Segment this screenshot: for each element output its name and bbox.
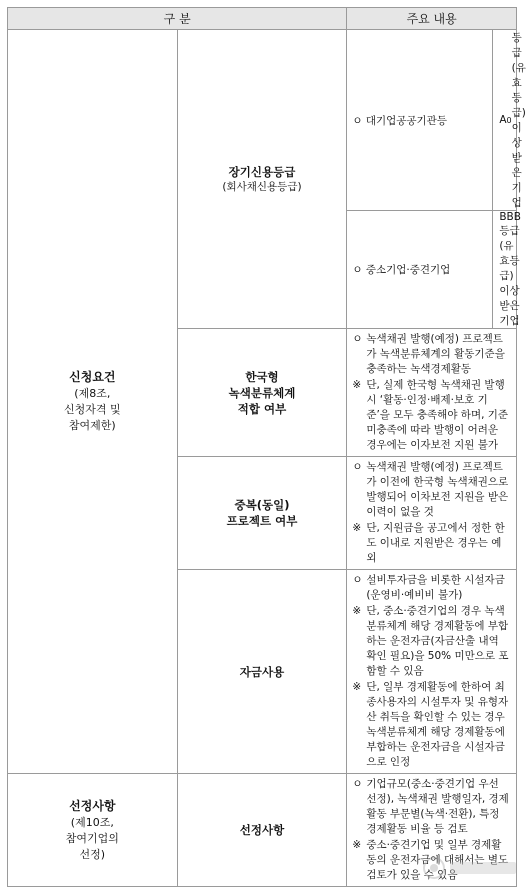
rating-org-label: 중소기업·중견기업 <box>365 264 451 276</box>
bullet-marker: ㅇ <box>352 574 363 586</box>
rating-org-type <box>347 262 492 277</box>
section-title: 신청요건 <box>69 370 116 384</box>
section-note-line: (제10조, <box>70 815 114 829</box>
sub-credit-rating <box>177 30 347 329</box>
note-item <box>352 521 511 566</box>
header-row <box>8 8 517 30</box>
rating-requirement <box>492 30 526 210</box>
rating-grade-rest: 등급(유효등급) 이상 받은 기업 <box>511 32 526 209</box>
bullet-text: 기업규모(중소·중견기업 우선 선정), 녹색채권 발행일자, 경제활동 부문별(녹색·전환), 특정 경제활동 비율 등 검토 <box>366 778 509 835</box>
note-item <box>352 378 511 453</box>
section-note-line: (제8조, <box>74 387 111 400</box>
duplicate-content <box>347 457 517 570</box>
bullet-text: 녹색채권 발행(예정) 프로젝트가 녹색분류체계의 활동기준을 충족하는 녹색경제활동 <box>366 333 505 375</box>
note-text: 단, 지원금을 공고에서 정한 한도 이내로 지원받은 경우는 예외 <box>366 522 505 564</box>
bullet-marker: ㅇ <box>352 114 363 127</box>
rating-org-type <box>347 113 492 128</box>
taxonomy-content <box>347 329 517 457</box>
section-apply-requirements <box>8 30 178 774</box>
header-content: 주요 내용 <box>347 8 517 30</box>
header-category: 구 분 <box>8 8 347 30</box>
note-marker: ※ <box>352 839 362 851</box>
bullet-marker: ㅇ <box>352 461 363 473</box>
note-marker: ※ <box>352 522 362 534</box>
sub-title: 선정사항 <box>239 823 285 837</box>
sub-title: 자금사용 <box>239 664 285 679</box>
rating-org-label: 대기업공공기관등 <box>365 114 447 127</box>
bullet-marker: ㅇ <box>352 264 363 276</box>
note-text: 단, 일부 경제활동에 한하여 최종사용자의 시설투자 및 유형자산 취득을 확인할 수 있는 경우 녹색분류체계 해당 경제활동에 부합하는 운전자금을 시설자금으로 인정 <box>366 681 509 768</box>
sub-taxonomy <box>177 329 347 457</box>
sub-funds <box>177 570 347 774</box>
row-credit-rating-1 <box>8 30 517 211</box>
bullet-text: 녹색채권 발행(예정) 프로젝트가 이전에 한국형 녹색채권으로 발행되어 이차보전 지원을 받은 이력이 없을 것 <box>366 461 509 518</box>
note-marker: ※ <box>352 605 362 617</box>
rating-row <box>347 211 521 329</box>
rating-grade-sup: 0 <box>506 115 512 125</box>
section-note-line: 신청자격 및 <box>64 403 121 416</box>
sub-title: 장기신용등급 <box>228 164 296 179</box>
section-title: 선정사항 <box>69 798 116 813</box>
bullet-item <box>352 573 511 603</box>
sub-title-line: 프로젝트 여부 <box>226 514 298 528</box>
sub-note: (회사채신용등급) <box>222 180 302 193</box>
sub-title-line: 녹색분류체계 <box>228 385 296 400</box>
note-marker: ※ <box>352 379 362 391</box>
bullet-item <box>352 332 511 377</box>
section-note-line: 참여기업의 <box>65 831 119 845</box>
note-text: 단, 실제 한국형 녹색채권 발행 시 ‘활동·인정·배제·보호 기준’을 모두 충족해야 하며, 기준 미충족에 따라 발행이 어려운 경우에는 이자보전 지원 불가 <box>366 379 509 451</box>
sub-duplicate <box>177 457 347 570</box>
requirements-table <box>7 7 526 887</box>
rating-grade-prefix: A <box>499 114 507 126</box>
rating-requirement <box>492 211 521 328</box>
bullet-item <box>352 460 511 520</box>
sub-title-line: 중복(동일) <box>234 498 290 512</box>
note-item <box>352 680 511 770</box>
sub-selection <box>177 774 347 887</box>
section-note-line: 참여제한) <box>68 419 116 432</box>
note-text: 단, 중소·중견기업의 경우 녹색분류체계 해당 경제활동에 부합하는 운전자금(자금산출 내역 확인 필요)을 50% 미만으로 포함할 수 있음 <box>366 605 509 677</box>
section-note-line: 선정) <box>79 847 106 861</box>
sub-title-line: 한국형 <box>245 369 279 384</box>
note-text: 중소·중견기업 및 일부 경제활동의 운전자금에 대해서는 별도 검토가 있을 수 있음 <box>366 839 509 881</box>
rating-grade-prefix: BBB등급(유효등급) 이상 받은 기업 <box>499 211 521 327</box>
note-item <box>352 604 511 679</box>
bullet-marker: ㅇ <box>352 333 363 345</box>
sub-title-line: 적합 여부 <box>237 401 287 416</box>
bullet-item <box>352 777 511 837</box>
bullet-marker: ㅇ <box>352 778 363 790</box>
rating-row <box>347 30 526 211</box>
document-table-wrapper <box>7 7 526 887</box>
watermark-logo-icon <box>422 855 520 881</box>
bullet-text: 설비투자금을 비롯한 시설자금 (운영비·예비비 불가) <box>366 574 505 601</box>
funds-content <box>347 570 517 774</box>
section-selection <box>8 774 178 887</box>
note-marker: ※ <box>352 681 362 693</box>
